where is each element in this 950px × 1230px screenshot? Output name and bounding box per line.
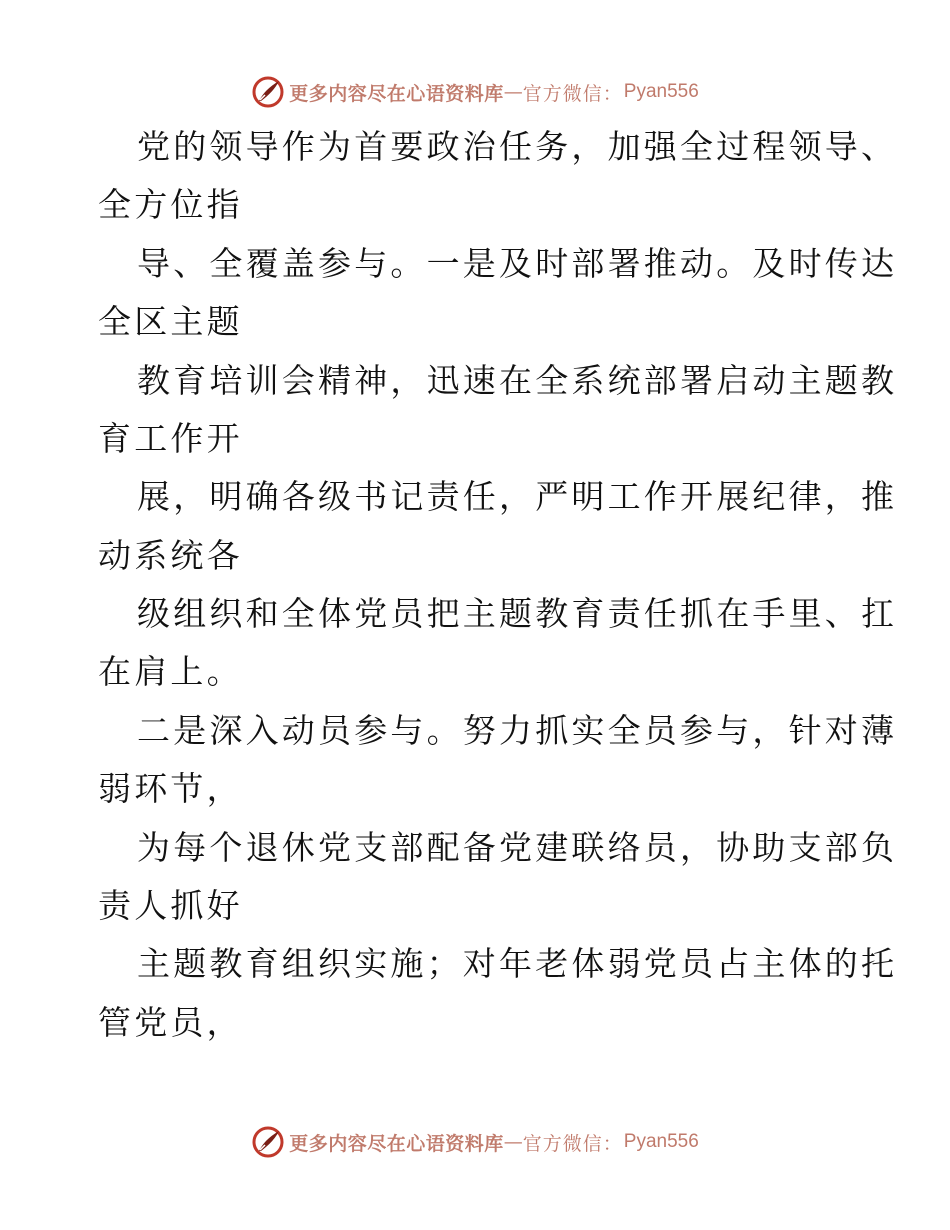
header-watermark [0, 72, 950, 112]
watermark-site-name: 更多内容尽在心语资料库 [289, 1132, 504, 1155]
body-line: 在肩上。 [98, 652, 243, 691]
watermark-separator: — [503, 81, 523, 103]
body-line: 全区主题 [98, 302, 243, 341]
body-line: 为每个退休党支部配备党建联络员，协助支部负 [137, 828, 898, 867]
body-line: 主题教育组织实施；对年老体弱党员占主体的托 [137, 944, 898, 983]
quill-logo-icon [251, 1125, 285, 1159]
body-line: 责人抓好 [98, 886, 243, 925]
watermark-label: 官方微信 [522, 1132, 603, 1155]
body-line: 级组织和全体党员把主题教育责任抓在手里、扛 [137, 594, 898, 633]
watermark-label: 官方微信 [522, 82, 603, 105]
body-line: 教育培训会精神，迅速在全系统部署启动主题教 [137, 361, 898, 400]
watermark-separator: — [503, 1131, 523, 1153]
body-line: 展，明确各级书记责任，严明工作开展纪律，推 [137, 477, 898, 516]
watermark-colon: ： [602, 82, 622, 105]
body-line: 导、全覆盖参与。一是及时部署推动。及时传达 [137, 244, 898, 283]
body-line: 管党员， [98, 1003, 243, 1042]
body-line: 动系统各 [98, 536, 243, 575]
body-line: 全方位指 [98, 185, 243, 224]
body-line: 弱环节， [98, 769, 243, 808]
quill-logo-icon [251, 75, 285, 109]
watermark-site-name: 更多内容尽在心语资料库 [289, 82, 504, 105]
body-line: 二是深入动员参与。努力抓实全员参与，针对薄 [137, 711, 898, 750]
body-line: 党的领导作为首要政治任务，加强全过程领导、 [137, 127, 898, 166]
watermark-colon: ： [602, 1132, 622, 1155]
watermark-wechat-id: Pyan556 [623, 1131, 699, 1152]
footer-watermark [0, 1122, 950, 1162]
body-line: 育工作开 [98, 419, 243, 458]
watermark-wechat-id: Pyan556 [623, 81, 699, 102]
